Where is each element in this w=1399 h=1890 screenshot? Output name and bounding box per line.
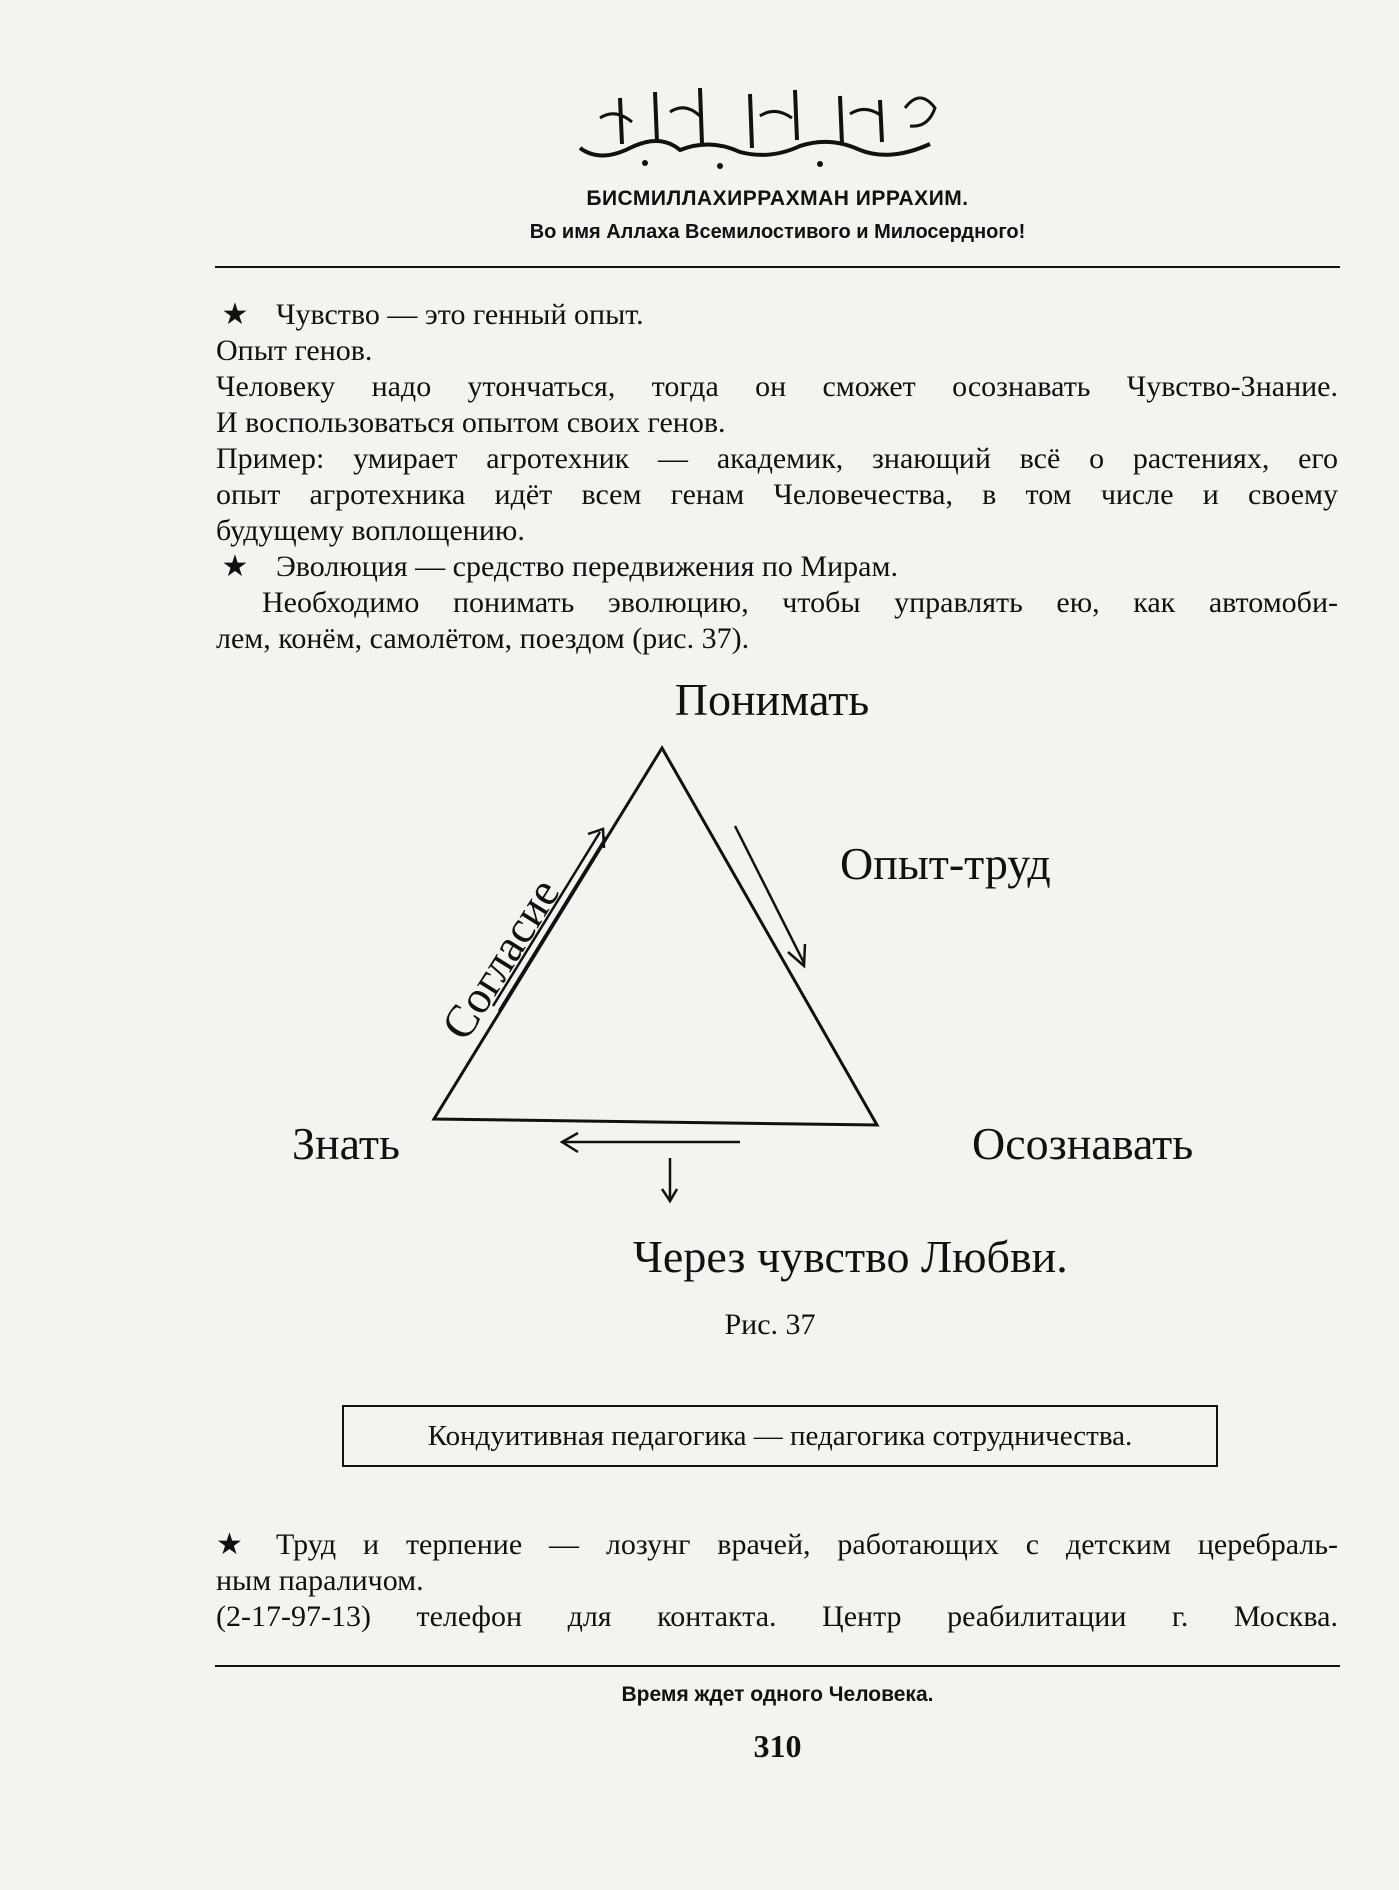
label-osoznavat: Осознавать	[972, 1118, 1194, 1169]
star-icon: ★	[221, 550, 249, 583]
bismillah-translation: Во имя Аллаха Всемилостивого и Милосердного!	[529, 221, 1026, 243]
paragraph-line: ным параличом.	[216, 1564, 424, 1597]
paragraph-line: лем, конём, самолётом, поездом (рис. 37).	[216, 622, 750, 655]
paragraph-line: ★ Труд и терпение — лозунг врачей, работающих с детским церебраль-	[216, 1528, 1338, 1561]
star-icon: ★	[221, 298, 249, 331]
paragraph-line: опыт агротехника идёт всем генам Человечества, в том числе и своему	[216, 478, 1338, 511]
body-text-2	[216, 1527, 1338, 1635]
figure-caption: Рис. 37	[724, 1308, 816, 1341]
boxed-statement: Кондуитивная педагогика — педагогика сотрудничества.	[342, 1405, 1218, 1467]
paragraph-line: Необходимо понимать эволюцию, чтобы управлять ею, как автомоби-	[262, 586, 1338, 619]
paragraph-line: ★ Чувство — это генный опыт.	[216, 297, 1338, 333]
star-icon: ★	[216, 1528, 243, 1561]
paragraph-line: ★ Эволюция — средство передвижения по Мирам.	[216, 549, 1338, 585]
paragraph-line: (2-17-97-13) телефон для контакта. Центр реабилитации г. Москва.	[216, 1600, 1338, 1633]
footer-motto: Время ждет одного Человека.	[621, 1683, 934, 1706]
down-arrow	[662, 1158, 677, 1201]
paragraph-line: И воспользоваться опытом своих генов.	[216, 406, 726, 439]
label-znat: Знать	[292, 1118, 400, 1169]
paragraph-line: будущему воплощению.	[216, 514, 525, 547]
label-soglasie: Согласие	[431, 869, 570, 1049]
paragraph-line: Опыт генов.	[216, 334, 373, 367]
label-opyt-trud: Опыт-труд	[840, 838, 1051, 889]
paragraph-line: Человеку надо утончаться, тогда он сможет осознавать Чувство-Знание.	[216, 370, 1338, 403]
bismillah-heading: БИСМИЛЛАХИРРАХМАН ИРРАХИМ.	[586, 187, 969, 210]
label-cherez-chuvstvo: Через чувство Любви.	[633, 1231, 1068, 1282]
bottom-edge-arrow	[562, 1133, 740, 1152]
label-ponimat: Понимать	[674, 674, 870, 725]
page-number: 310	[753, 1728, 802, 1764]
footer-rule	[215, 1665, 1340, 1667]
paragraph-line: Пример: умирает агротехник — академик, знающий всё о растениях, его	[216, 442, 1338, 475]
